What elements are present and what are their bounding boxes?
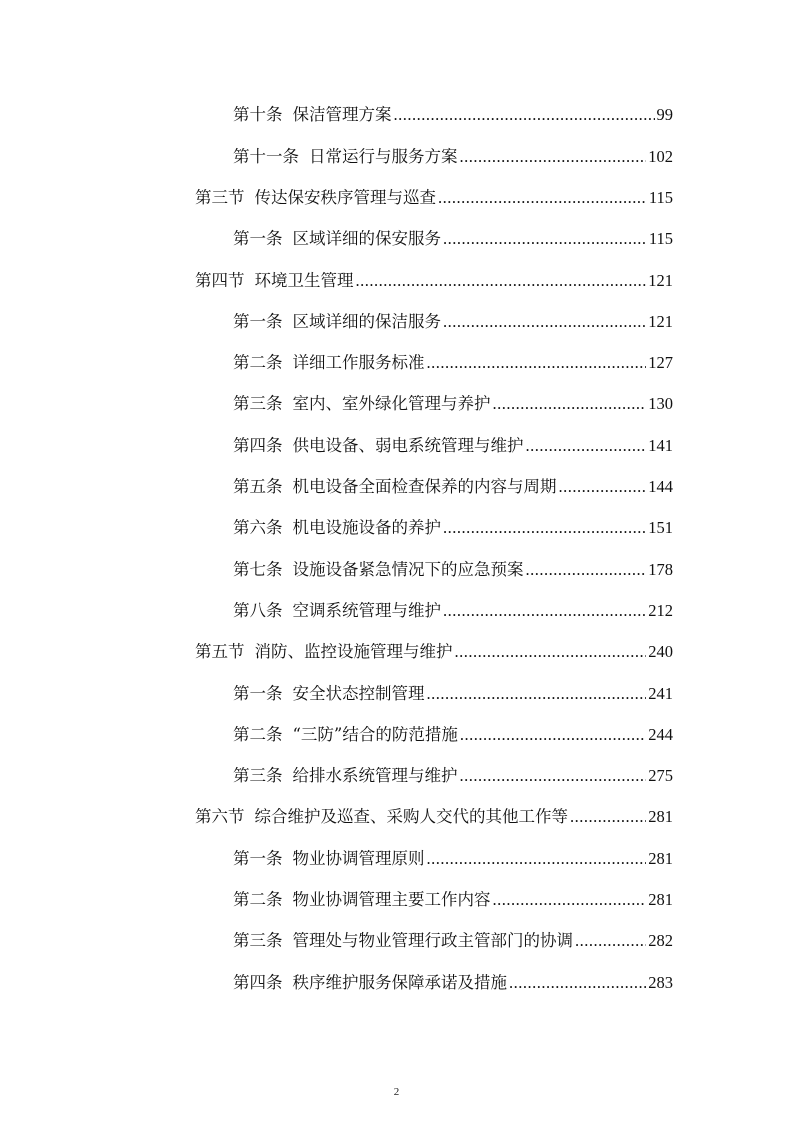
toc-entry-title: “三防”结合的防范措施 [292, 724, 458, 744]
page-number: 2 [393, 1086, 400, 1098]
toc-entry-number: 第六条 [233, 518, 283, 538]
toc-entry-number: 第五节 [195, 642, 245, 662]
toc-entry-page: 102 [648, 146, 673, 166]
toc-entry-line [233, 559, 673, 579]
toc-entry-page: 240 [648, 642, 673, 662]
toc-article-entry[interactable] [0, 880, 793, 921]
toc-entry-line [233, 520, 673, 537]
toc-dot-leader [493, 892, 647, 909]
toc-entry-page: 141 [648, 435, 673, 455]
toc-dot-leader [443, 314, 646, 331]
toc-entry-title: 供电设备、弱电系统管理与维护 [292, 435, 524, 455]
toc-dot-leader [460, 727, 646, 744]
toc-section-entry[interactable] [0, 260, 793, 301]
toc-entry-number: 第三条 [233, 766, 283, 786]
toc-entry-page: 121 [648, 270, 673, 290]
toc-entry-line [233, 311, 673, 331]
toc-entry-line [195, 809, 673, 826]
toc-article-entry[interactable] [0, 425, 793, 466]
toc-article-entry[interactable] [0, 384, 793, 425]
toc-section-entry[interactable] [0, 178, 793, 219]
toc-dot-leader [526, 438, 647, 455]
toc-article-entry[interactable] [0, 838, 793, 879]
toc-entry-number: 第二条 [233, 724, 283, 744]
toc-article-entry[interactable] [0, 467, 793, 508]
toc-entry-number: 第四节 [195, 270, 245, 290]
toc-entry-title: 传达保安秩序管理与巡查 [254, 187, 436, 207]
toc-entry-title: 详细工作服务标准 [292, 353, 425, 373]
toc-article-entry[interactable] [0, 921, 793, 962]
toc-dot-leader [559, 479, 647, 496]
toc-dot-leader [460, 768, 647, 785]
toc-entry-number: 第一条 [233, 683, 283, 703]
toc-entry-number: 第一条 [233, 311, 283, 331]
toc-article-entry[interactable] [0, 714, 793, 755]
toc-entry-page: 282 [648, 931, 673, 951]
toc-entry-title: 消防、监控设施管理与维护 [254, 642, 453, 662]
toc-entry-title: 室内、室外绿化管理与养护 [292, 394, 491, 414]
toc-entry-page: 178 [648, 559, 673, 579]
toc-entry-title: 设施设备紧急情况下的应急预案 [292, 559, 524, 579]
toc-entry-title: 保洁管理方案 [292, 105, 392, 125]
toc-entry-page: 281 [648, 848, 673, 868]
toc-entry-title: 空调系统管理与维护 [292, 600, 441, 620]
toc-article-entry[interactable] [0, 343, 793, 384]
toc-entry-page: 241 [648, 683, 673, 703]
toc-entry-title: 机电设备全面检查保养的内容与周期 [292, 477, 557, 497]
toc-dot-leader [455, 644, 647, 661]
toc-article-entry[interactable] [0, 219, 793, 260]
toc-entry-line [233, 435, 673, 455]
toc-article-entry[interactable] [0, 301, 793, 342]
toc-entry-title: 综合维护及巡查、采购人交代的其他工作等 [254, 807, 568, 827]
toc-entry-number: 第二条 [233, 353, 283, 373]
toc-entry-title: 机电设施设备的养护 [292, 518, 441, 538]
toc-entry-page: 281 [648, 807, 673, 827]
toc-section-entry[interactable] [0, 632, 793, 673]
toc-article-entry[interactable] [0, 95, 793, 136]
toc-dot-leader [427, 686, 647, 703]
toc-entry-page: 275 [648, 766, 673, 786]
toc-dot-leader [575, 933, 646, 950]
toc-entry-page: 99 [656, 105, 673, 125]
toc-entry-number: 第二条 [233, 890, 283, 910]
toc-entry-title: 秩序维护服务保障承诺及措施 [292, 972, 507, 992]
toc-article-entry[interactable] [0, 508, 793, 549]
toc-article-entry[interactable] [0, 962, 793, 1003]
toc-entry-number: 第十条 [233, 105, 283, 125]
toc-dot-leader [427, 355, 647, 372]
toc-entry-number: 第四条 [233, 972, 283, 992]
toc-entry-title: 区域详细的保安服务 [292, 229, 441, 249]
toc-entry-line [195, 270, 673, 290]
toc-entry-title: 物业协调管理原则 [292, 848, 425, 868]
toc-entry-page: 115 [648, 187, 673, 207]
toc-entry-title: 日常运行与服务方案 [309, 146, 458, 166]
toc-entry-page: 212 [648, 600, 673, 620]
toc-entry-title: 环境卫生管理 [254, 270, 354, 290]
toc-entry-line [233, 146, 673, 166]
toc-entry-number: 第五条 [233, 477, 283, 497]
toc-entry-number: 第三节 [195, 187, 245, 207]
toc-dot-leader [570, 809, 646, 826]
toc-entry-number: 第十一条 [233, 146, 299, 166]
toc-article-entry[interactable] [0, 756, 793, 797]
toc-entry-line [233, 396, 673, 413]
toc-entry-line [233, 231, 673, 248]
toc-dot-leader [526, 562, 647, 579]
toc-entry-page: 121 [648, 311, 673, 331]
table-of-contents [0, 95, 793, 1004]
toc-dot-leader [509, 975, 646, 992]
toc-article-entry[interactable] [0, 136, 793, 177]
toc-entry-line [233, 355, 673, 372]
toc-entry-line [233, 972, 673, 992]
toc-entry-line [233, 683, 673, 703]
toc-entry-title: 物业协调管理主要工作内容 [292, 890, 491, 910]
toc-entry-line [195, 187, 673, 207]
toc-entry-number: 第一条 [233, 848, 283, 868]
toc-entry-number: 第一条 [233, 229, 283, 249]
toc-dot-leader [460, 149, 647, 166]
toc-entry-page: 244 [648, 724, 673, 744]
toc-entry-number: 第四条 [233, 435, 283, 455]
toc-section-entry[interactable] [0, 797, 793, 838]
toc-article-entry[interactable] [0, 591, 793, 632]
toc-entry-line [233, 107, 673, 124]
toc-dot-leader [493, 396, 647, 413]
toc-dot-leader [443, 520, 646, 537]
toc-entry-page: 127 [648, 353, 673, 373]
toc-dot-leader [427, 851, 647, 868]
toc-entry-title: 安全状态控制管理 [292, 683, 425, 703]
toc-entry-number: 第三条 [233, 931, 283, 951]
toc-entry-page: 144 [648, 477, 673, 497]
toc-entry-number: 第七条 [233, 559, 283, 579]
toc-entry-page: 281 [648, 890, 673, 910]
toc-entry-line [233, 724, 673, 744]
toc-article-entry[interactable] [0, 673, 793, 714]
toc-entry-page: 283 [648, 972, 673, 992]
toc-entry-number: 第六节 [195, 807, 245, 827]
toc-dot-leader [438, 190, 647, 207]
toc-entry-line [233, 479, 673, 496]
toc-entry-line [233, 848, 673, 868]
toc-entry-number: 第三条 [233, 394, 283, 414]
toc-dot-leader [443, 231, 647, 248]
toc-dot-leader [356, 273, 647, 290]
toc-entry-page: 130 [648, 394, 673, 414]
toc-dot-leader [394, 107, 655, 124]
toc-article-entry[interactable] [0, 549, 793, 590]
toc-entry-line [233, 768, 673, 785]
toc-entry-title: 区域详细的保洁服务 [292, 311, 441, 331]
toc-entry-line [233, 933, 673, 950]
toc-entry-page: 115 [648, 229, 673, 249]
toc-dot-leader [443, 603, 646, 620]
toc-entry-line [195, 644, 673, 661]
toc-entry-title: 管理处与物业管理行政主管部门的协调 [292, 931, 573, 951]
toc-entry-page: 151 [648, 518, 673, 538]
toc-entry-title: 给排水系统管理与维护 [292, 766, 458, 786]
toc-entry-line [233, 892, 673, 909]
toc-entry-line [233, 600, 673, 620]
toc-entry-number: 第八条 [233, 600, 283, 620]
